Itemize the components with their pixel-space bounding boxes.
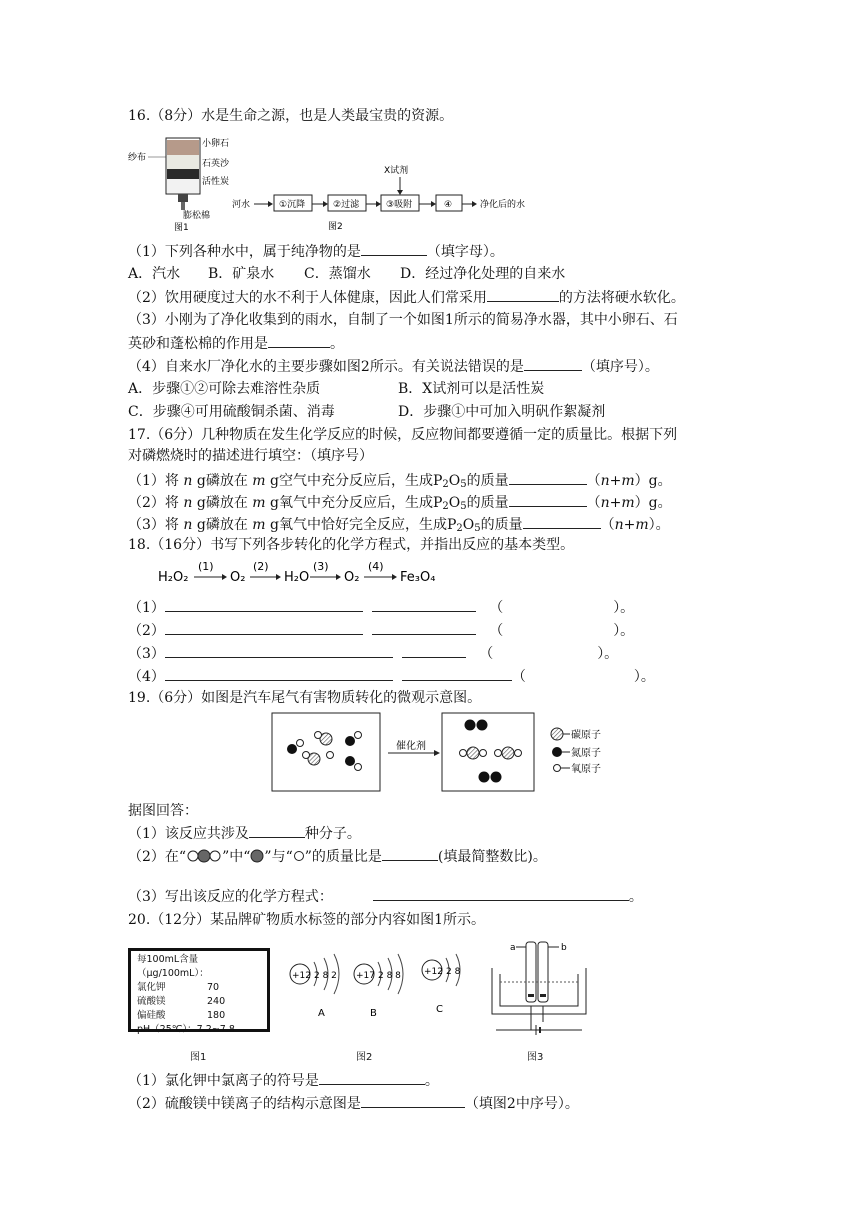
q16-p4-row1: A．步骤①②可除去难溶性杂质 B．X试剂可以是活性炭 (128, 381, 545, 397)
q19-p2: （2）在“ ”中“ ”与“ ”的质量比是 (填最简整数比)。 (128, 846, 547, 867)
q16-p1-options (128, 264, 565, 284)
label-row-3: 偏硅酸 180 (137, 1010, 226, 1021)
q18-chain (156, 556, 456, 588)
svg-text:C: C (436, 1004, 443, 1015)
fig2-reagent: X试剂 (384, 166, 409, 176)
chain-step-4: (4) (368, 560, 384, 573)
q20-caption-2: 图2 (356, 1052, 373, 1063)
electrolysis-b: b (561, 943, 567, 953)
fig1-label-sand: 石英沙 (202, 159, 230, 169)
atom-b (354, 954, 403, 1019)
chain-species-1: O₂ (230, 570, 246, 585)
fig2-step4: ④ (444, 200, 453, 210)
q19-intro: 据图回答： (128, 803, 198, 819)
q16-p3a: （3）小刚为了净化收集到的雨水，自制了一个如图1所示的简易净水器，其中小卵石、石 (128, 312, 678, 328)
svg-text:+12: +12 (424, 967, 443, 977)
fig2-input: 河水 (232, 200, 251, 210)
fig2-step1: ①沉降 (279, 200, 306, 210)
q20-p1: （1）氯化钾中氯离子的符号是 。 (128, 1070, 439, 1091)
q18-row-4: （4） （ ）。 (128, 666, 655, 687)
atom-a (290, 954, 339, 1019)
co2-molecule-icon (186, 849, 222, 863)
q19-p1: （1）该反应共涉及 种分子。 (128, 823, 361, 844)
q20-atom-structures (284, 946, 474, 1026)
q20-caption-1: 图1 (190, 1052, 207, 1063)
q18-row-1: （1） （ ）。 (128, 597, 634, 618)
q16-p1: （1）下列各种水中，属于纯净物的是 （填字母）。 (128, 241, 504, 262)
q16-p3b: 英砂和蓬松棉的作用是 。 (128, 333, 344, 354)
svg-text:A: A (318, 1008, 325, 1019)
q17-title-a: 17.（6分）几种物质在发生化学反应的时候，反应物间都要遵循一定的质量比。根据下列 (128, 427, 678, 443)
legend-nitrogen: 氮原子 (571, 748, 601, 759)
legend-carbon: 碳原子 (571, 730, 601, 741)
svg-text:2 8 2: 2 8 2 (314, 971, 337, 981)
chain-species-0: H₂O₂ (158, 570, 189, 585)
chain-species-4: Fe₃O₄ (400, 570, 436, 585)
label-header: 每100mL含量（μg/100mL）： (137, 954, 209, 979)
svg-text:2 8: 2 8 (446, 967, 461, 977)
atom-c (422, 954, 461, 1015)
q19-p3: （3）写出该反应的化学方程式： 。 (128, 886, 643, 907)
chain-species-2: H₂O (284, 570, 310, 585)
carbon-atom-icon (250, 849, 264, 863)
fig1-caption: 图1 (174, 223, 189, 232)
chain-species-3: O₂ (344, 570, 360, 585)
fig1-label-pebble: 小卵石 (202, 139, 230, 149)
fig1-label-cotton: 膨松棉 (183, 211, 211, 221)
q16-title: 16.（8分）水是生命之源，也是人类最宝贵的资源。 (128, 108, 454, 124)
label-ph: pH（25℃）：7.2~7.8 (137, 1024, 235, 1035)
q17-item-3: （3）将 n g磷放在 m g氧气中恰好完全反应，生成$P_2O_5$的质量 （n+m）。 (128, 514, 670, 539)
q20-caption-3: 图3 (527, 1052, 544, 1063)
chain-step-3: (3) (313, 560, 329, 573)
q16-figure2 (228, 160, 548, 232)
q17-item-2: （2）将 n g磷放在 m g氧气中充分反应后，生成$P_2O_5$的质量 （n+m）g。 (128, 492, 672, 517)
q20-title: 20.（12分）某品牌矿物质水标签的部分内容如图1所示。 (128, 912, 485, 928)
electrolysis-a: a (510, 943, 516, 953)
q16-opt-d: D．经过净化处理的自来水 (400, 266, 566, 282)
q20-p2: （2）硫酸镁中镁离子的结构示意图是 （填图2中序号）。 (128, 1093, 579, 1114)
chain-step-1: (1) (198, 560, 214, 573)
oxygen-atom-icon (293, 849, 305, 863)
svg-text:+17: +17 (356, 971, 375, 981)
q18-title: 18.（16分）书写下列各步转化的化学方程式，并指出反应的基本类型。 (128, 537, 575, 553)
q20-label-box (128, 948, 270, 1035)
chain-step-2: (2) (253, 560, 269, 573)
fig2-caption: 图2 (328, 222, 343, 232)
legend-oxygen: 氧原子 (571, 764, 601, 775)
q16-p4: （4）自来水厂净化水的主要步骤如图2所示。有关说法错误的是 （填序号）。 (128, 356, 659, 377)
label-row-2: 硫酸镁 240 (137, 996, 226, 1007)
q19-diagram (270, 711, 630, 795)
label-row-1: 氯化钾 70 (137, 982, 220, 993)
q16-p2: （2）饮用硬度过大的水不利于人体健康，因此人们常采用 的方法将硬水软化。 (128, 287, 685, 308)
fig1-label-carbon: 活性炭 (202, 177, 230, 187)
q18-row-3: （3） （ ）。 (128, 643, 618, 664)
fig2-output: 净化后的水 (480, 200, 526, 210)
q17-item-1: （1）将 n g磷放在 m g空气中充分反应后，生成$P_2O_5$的质量 （n+m）g。 (128, 470, 672, 495)
svg-text:+12: +12 (292, 971, 311, 981)
q19-catalyst: 催化剂 (396, 741, 426, 752)
q16-opt-b: B．矿泉水 (208, 266, 275, 282)
q17-title-b: 对磷燃烧时的描述进行填空：（填序号） (128, 448, 373, 464)
svg-text:2 8 8: 2 8 8 (378, 971, 401, 981)
fig1-label-gauze: 纱布 (128, 153, 147, 163)
q19-title: 19.（6分）如图是汽车尾气有害物质转化的微观示意图。 (128, 690, 482, 706)
fig2-step2: ②过滤 (333, 200, 360, 210)
q16-opt-c: C．蒸馏水 (304, 266, 371, 282)
q20-electrolysis-figure (486, 938, 592, 1038)
q18-row-2: （2） （ ）。 (128, 620, 634, 641)
svg-text:B: B (370, 1008, 377, 1019)
fig2-step3: ③吸附 (386, 200, 413, 210)
q16-opt-a: A．汽水 (128, 266, 181, 282)
q16-p4-row2: C．步骤④可用硫酸铜杀菌、消毒 D．步骤①中可加入明矾作絮凝剂 (128, 404, 606, 420)
